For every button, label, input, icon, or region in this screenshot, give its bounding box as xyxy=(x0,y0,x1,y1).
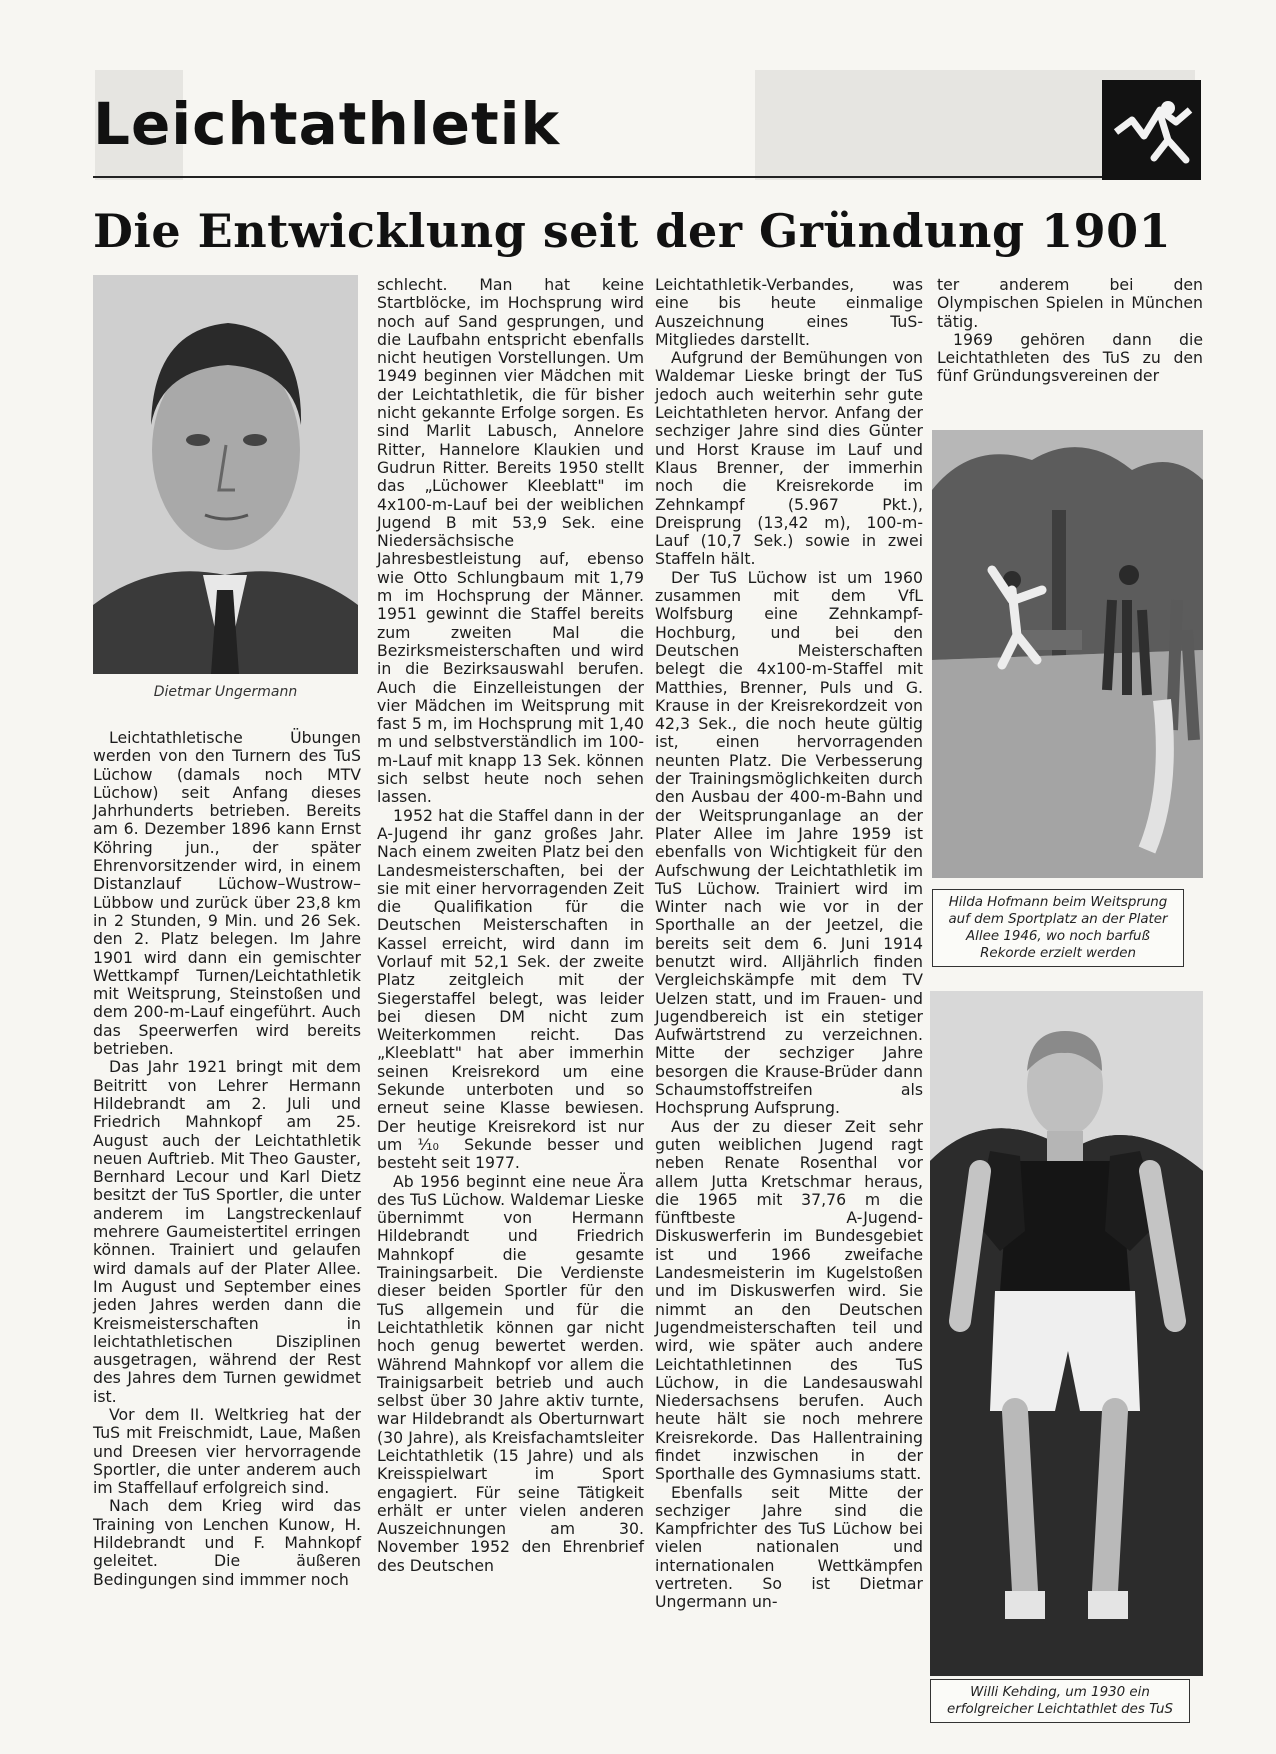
paragraph: Leichtathletische Übungen werden von den Turnern des TuS Lüchow (damals noch MTV Lüchow) seit Anfang dieses Jahrhunderts betrieben. Bereits am 6. Dezember 1896 kann Ernst Köhring jun., der später Ehrenvorsitzender wird, in einem Distanzlauf Lüchow–Wustrow–Lübbow und zurück über 23,8 km in 2 Stunden, 9 Min. und 26 Sek. den 2. Platz belegen. Im Jahre 1901 wird dann ein gemischter Wettkampf Turnen/Leichtathletik mit Weitsprung, Steinstoßen und dem 200-m-Lauf eingeführt. Auch das Speerwerfen wird bereits betrieben. xyxy=(93,728,361,1059)
paragraph: Vor dem II. Weltkrieg hat der TuS mit Freischmidt, Laue, Maßen und Dreesen vier hervorragende Sportler, die unter anderem auch im Staffellauf erfolgreich sind. xyxy=(93,1404,361,1498)
text-column-3 xyxy=(655,276,923,1612)
paragraph: Nach dem Krieg wird das Training von Lenchen Kunow, H. Hildebrandt und F. Mahnkopf geleitet. Die äußeren Bedingungen sind immmer noch xyxy=(93,1496,361,1589)
portrait-photo xyxy=(93,275,358,674)
paragraph: Der TuS Lüchow ist um 1960 zusammen mit dem VfL Wolfsburg eine Zehnkampf-Hochburg, und bei den Deutschen Meisterschaften belegt die 4x100-m-Staffel mit Matthies, Brenner, Puls und G. Krause in der Kreisrekordzeit von 42,3 Sek., die noch heute gültig ist, einen hervorragenden neunten Platz. Die Verbesserung der Trainingsmöglichkeiten durch den Ausbau der 400-m-Bahn und der Weitsprunganlage an der Plater Allee im Jahre 1959 ist ebenfalls von Wichtigkeit für den Aufschwung der Leichtathletik im TuS Lüchow. Trainiert wird im Winter nach wie vor in der Sporthalle an der Jeetzel, die bereits seit dem 6. Juni 1914 benutzt wird. Alljährlich finden Vergleichskämpfe mit dem TV Uelzen statt, und im Frauen- und Jugendbereich ist ein stetiger Aufwärtstrend zu verzeichnen. Mitte der sechziger Jahre besorgen die Krause-Brüder dann Schaumstoffstreifen als Hochsprung Aufsprung. xyxy=(655,567,923,1118)
athlete-pictogram-icon xyxy=(1102,80,1201,180)
header-divider xyxy=(93,176,1103,178)
athlete-caption: Willi Kehding, um 1930 ein erfolgreicher Leichtathlet des TuS xyxy=(930,1679,1190,1723)
paragraph: Ebenfalls seit Mitte der sechziger Jahre sind die Kampfrichter des TuS Lüchow bei vielen nationalen und internationalen Wettkämpfen vertreten. So ist Dietmar Ungermann un- xyxy=(655,1482,923,1612)
athlete-photo xyxy=(930,991,1203,1676)
section-title: Leichtathletik xyxy=(93,90,561,158)
paragraph: schlecht. Man hat keine Startblöcke, im Hochsprung wird noch auf Sand gesprungen, und die Laufbahn entspricht ebenfalls nicht heutigen Vorstellungen. Um 1949 beginnen vier Mädchen mit der Leichtathletik, die für bisher nicht gekannte Erfolge sorgen. Es sind Marlit Labusch, Annelore Ritter, Hannelore Klaukien und Gudrun Ritter. Bereits 1950 stellt das „Lüchower Kleeblatt" im 4x100-m-Lauf bei der weiblichen Jugend B mit 53,9 Sek. eine Niedersächsische Jahresbestleistung auf, ebenso wie Otto Schlungbaum mit 1,79 m im Hochsprung der Männer. 1951 gewinnt die Staffel bereits zum zweiten Mal die Bezirksmeisterschaften und wird in die Bezirksauswahl berufen. Auch die Einzelleistungen der vier Mädchen im Weitsprung mit fast 5 m, im Hochsprung mit 1,40 m und selbstverständlich im 100-m-Lauf mit knapp 13 Sek. können sich selbst heute noch sehen lassen. xyxy=(377,275,644,807)
long-jump-caption: Hilda Hofmann beim Weitsprung auf dem Sportplatz an der Plater Allee 1946, wo noch barfuß Rekorde erzielt werden xyxy=(932,889,1184,967)
paragraph: 1969 gehören dann die Leichtathleten des TuS zu den fünf Gründungsvereinen der xyxy=(937,329,1203,386)
text-column-1 xyxy=(93,729,361,1589)
paragraph: Das Jahr 1921 bringt mit dem Beitritt von Lehrer Hermann Hildebrandt am 2. Juli und Friedrich Mahnkopf am 25. August auch der Leichtathletik neuen Auftrieb. Mit Theo Gauster, Bernhard Lecour und Karl Dietz besitzt der TuS Sportler, die unter anderem im Langstreckenlauf mehrere Gaumeistertitel erringen können. Trainiert und gelaufen wird damals auf der Plater Allee. Im August und September eines jeden Jahres werden dann die Kreismeisterschaften in leichtathletischen Disziplinen ausgetragen, während der Rest des Jahres dem Turnen gewidmet ist. xyxy=(93,1057,361,1406)
text-column-2 xyxy=(377,276,644,1575)
paragraph: Leichtathletik-Verbandes, was eine bis heute einmalige Auszeichnung eines TuS-Mitgliedes darstellt. xyxy=(655,275,923,349)
paragraph: Aus der zu dieser Zeit sehr guten weiblichen Jugend ragt neben Renate Rosenthal vor allem Jutta Kretschmar heraus, die 1965 mit 37,76 m die fünftbeste A-Jugend-Diskuswerferin im Bundesgebiet ist und 1966 zweifache Landesmeisterin im Kugelstoßen und im Diskuswerfen wird. Sie nimmt an den Deutschen Jugendmeisterschaften teil und wird, wie später auch andere Leichtathletinnen des TuS Lüchow, in die Landesauswahl Niedersachsens berufen. Auch heute hält sie noch mehrere Kreisrekorde. Das Hallentraining findet inzwischen in der Sporthalle des Gymnasiums statt. xyxy=(655,1116,923,1484)
long-jump-photo xyxy=(932,430,1203,878)
paragraph: ter anderem bei den Olympischen Spielen in München tätig. xyxy=(937,275,1203,331)
paragraph: 1952 hat die Staffel dann in der A-Jugend ihr ganz großes Jahr. Nach einem zweiten Platz bei den Landesmeisterschaften, bei der sie mit einer hervorragenden Zeit die Qualifikation für die Deutschen Meisterschaften in Kassel erreicht, wird dann im Vorlauf mit 52,1 Sek. der zweite Platz zeitgleich mit der Siegerstaffel belegt, was leider bei diesen DM nicht zum Weiterkommen reicht. Das „Kleeblatt" hat aber immerhin seinen Kreisrekord um eine Sekunde unterboten und so erneut seine Klasse bewiesen. Der heutige Kreisrekord ist nur um ⅒ Sekunde besser und besteht seit 1977. xyxy=(377,805,644,1173)
article-title: Die Entwicklung seit der Gründung 1901 xyxy=(93,204,1172,258)
text-column-4 xyxy=(937,276,1203,386)
portrait-caption: Dietmar Ungermann xyxy=(153,684,298,700)
paragraph: Ab 1956 beginnt eine neue Ära des TuS Lüchow. Waldemar Lieske übernimmt von Hermann Hildebrandt und Friedrich Mahnkopf die gesamte Trainingsarbeit. Die Verdienste dieser beiden Sportler für den TuS allgemein und für die Leichtathletik können gar nicht hoch genug bewertet werden. Während Mahnkopf vor allem die Trainigsarbeit betrieb und auch selbst über 30 Jahre aktiv turnte, war Hildebrandt als Oberturnwart (30 Jahre), als Kreisfachamtsleiter Leichtathletik (15 Jahre) und als Kreisspielwart im Sport engagiert. Für seine Tätigkeit erhält er unter vielen anderen Auszeichnungen am 30. November 1952 den Ehrenbrief des Deutschen xyxy=(377,1171,644,1575)
paragraph: Aufgrund der Bemühungen von Waldemar Lieske bringt der TuS jedoch auch weiterhin sehr gute Leichtathleten hervor. Anfang der sechziger Jahre sind dies Günter und Horst Krause im Lauf und Klaus Brenner, der immerhin noch die Kreisrekorde im Zehnkampf (5.967 Pkt.), Dreisprung (13,42 m), 100-m-Lauf (10,7 Sek.) sowie in zwei Staffeln hält. xyxy=(655,348,923,569)
